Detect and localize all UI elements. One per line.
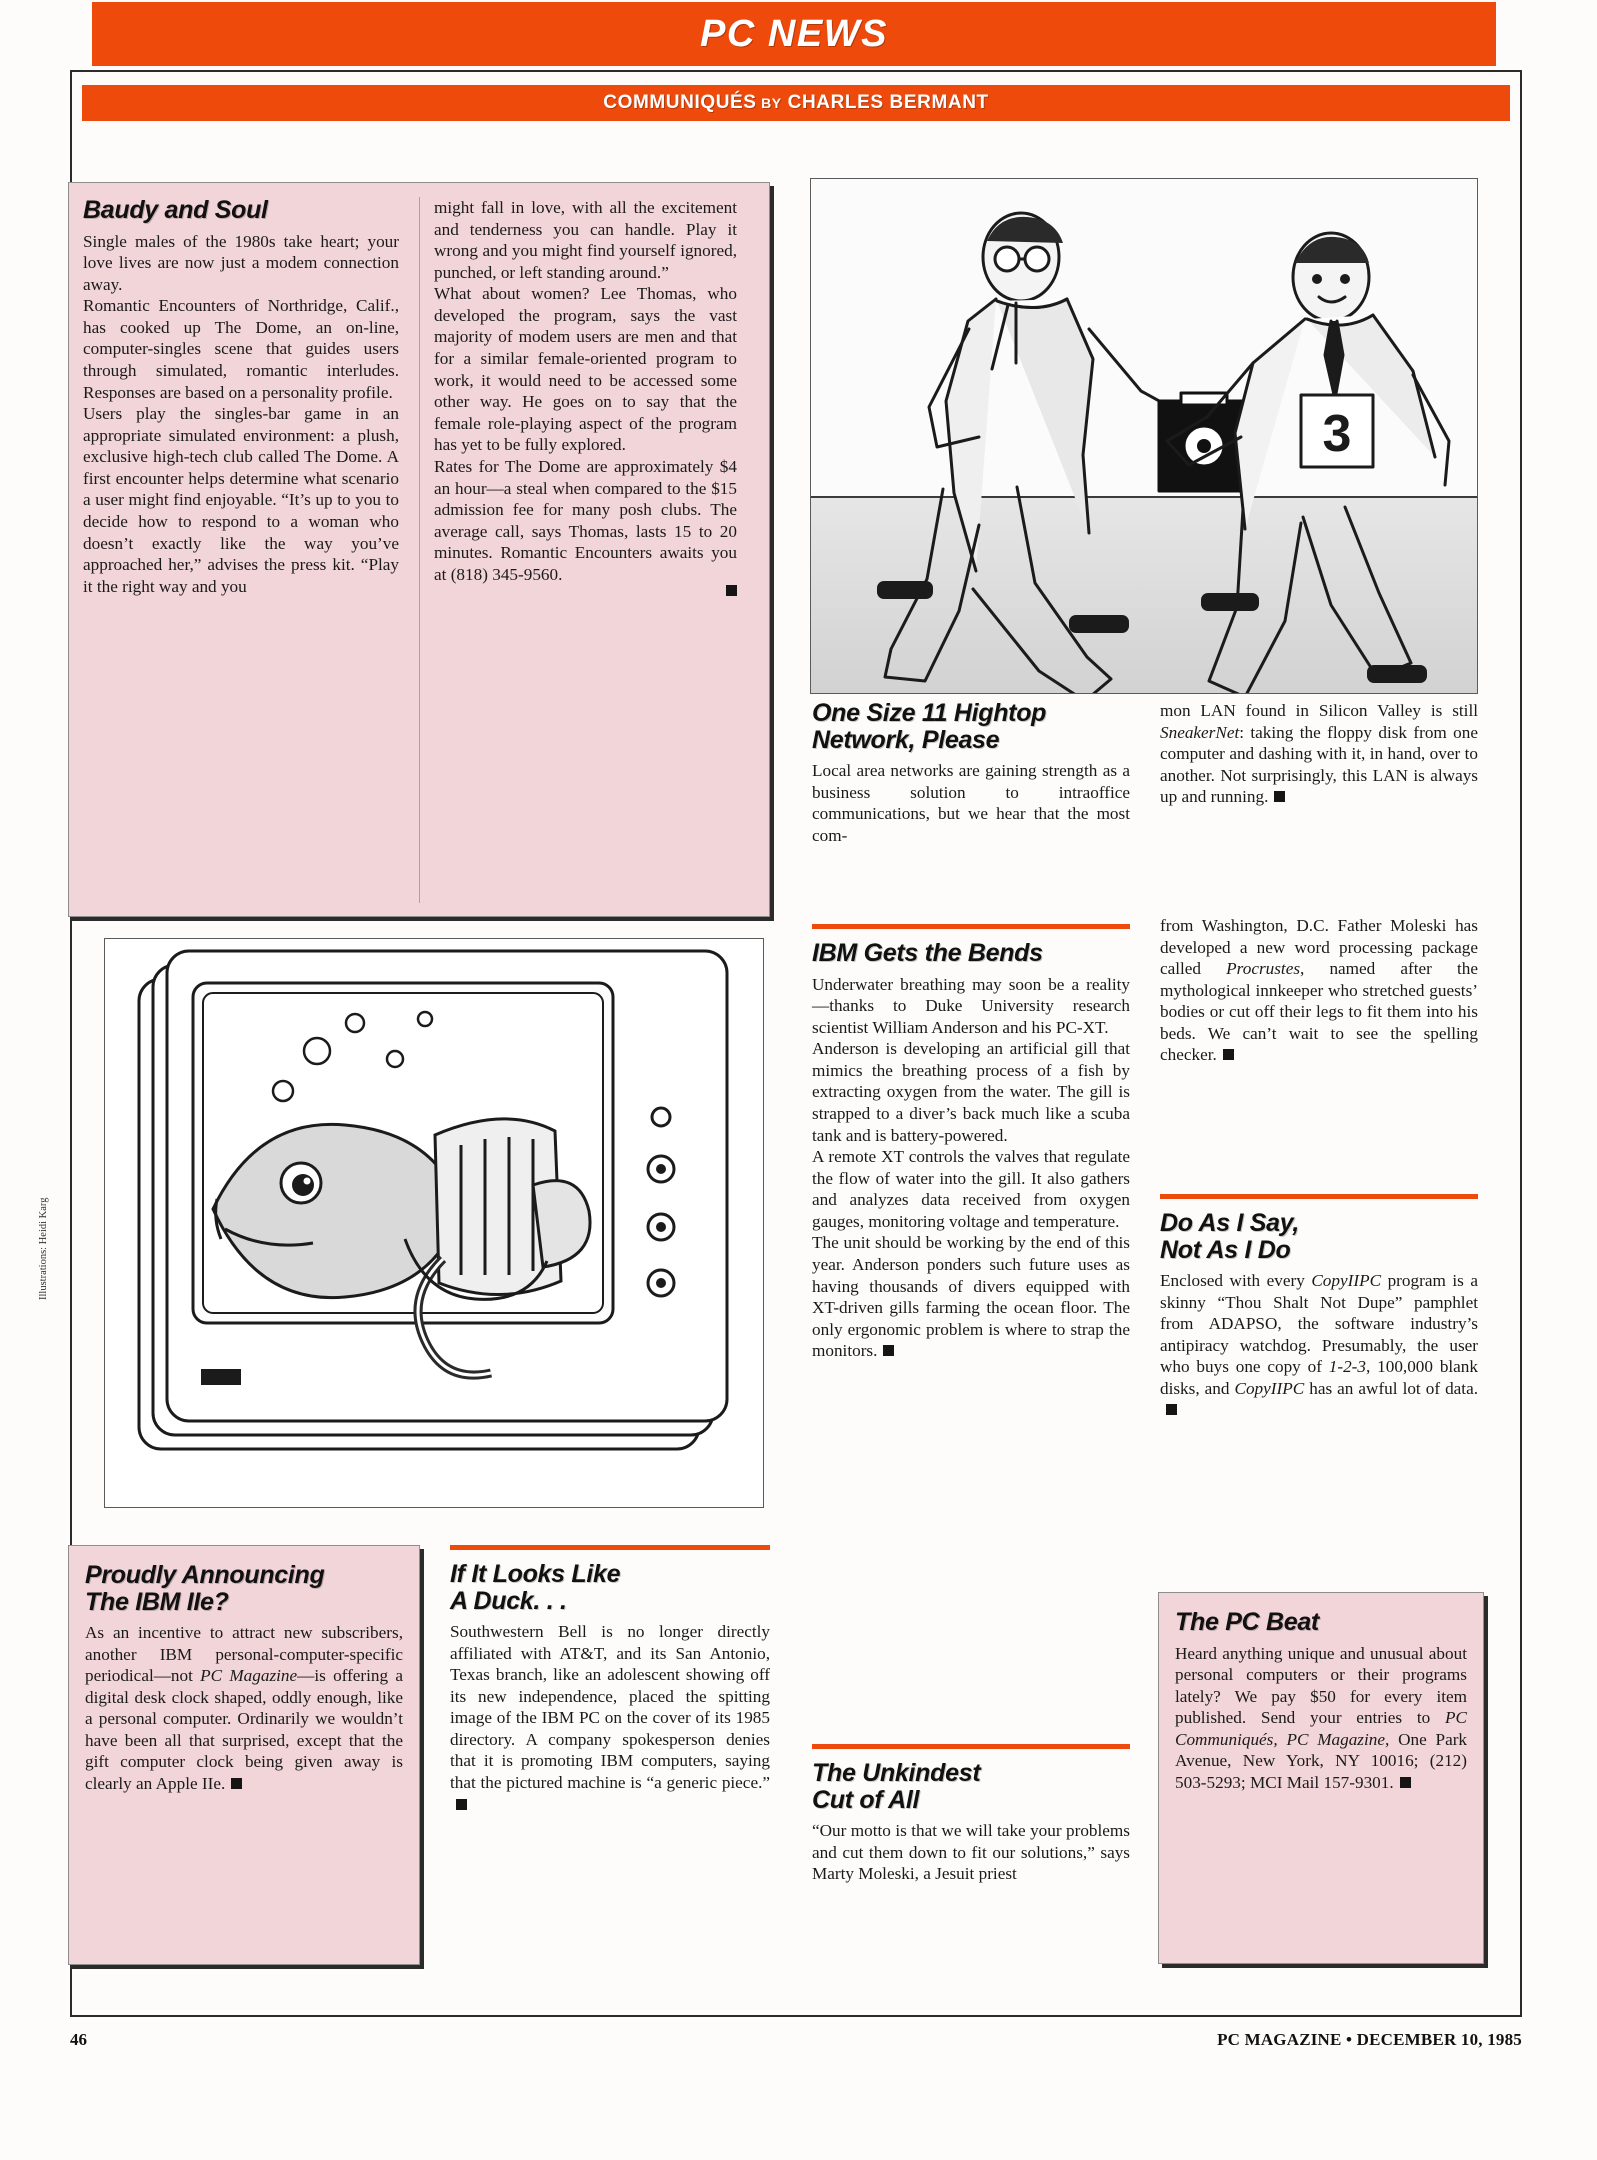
article-unkindest-cut-continued <box>1160 915 1478 1066</box>
article-if-it-looks-like-a-duck <box>450 1545 770 1815</box>
baudy-column-2 <box>419 197 737 903</box>
proudly-italic: PC Magazine <box>200 1666 298 1686</box>
baudy-paragraph-5: What about women? Lee Thomas, who developed the program, says the vast majority of modem users are men and that for a similar female-oriented program to work, it would need to be accessed some other way. He goes on to say that the female role-playing aspect of the program has yet to be fully explored. <box>434 284 737 455</box>
unkindest-p2-italic: Procrustes <box>1226 959 1301 979</box>
heading-the-pc-beat: The PC Beat <box>1175 1608 1319 1636</box>
footer-publication-line: PC MAGAZINE • DECEMBER 10, 1985 <box>1217 2030 1522 2049</box>
end-mark-icon <box>1274 791 1285 802</box>
heading-duck-line2: A Duck. . . <box>450 1586 567 1615</box>
article-box-baudy-and-soul <box>68 182 770 917</box>
byline-author: CHARLES BERMANT <box>787 92 989 113</box>
article-unkindest-cut <box>812 1735 1130 1885</box>
bends-p4-text: The unit should be working by the end of this year. Anderson ponders such future uses as having thousands of divers equipped with XT-driven gills farming the ocean floor. The only ergonomic problem is where to strap the monitors. <box>812 1233 1130 1361</box>
pcbeat-c: , One Park Avenue, New York, NY 10016; (212) 503-5293; MCI Mail 157-9301. <box>1175 1729 1468 1792</box>
pcbeat-a: Heard anything unique and unusual about personal computers or their programs lately? We pay $50 for every item published. Send your entries to <box>1175 1643 1467 1728</box>
hightop-column-2 <box>1160 700 1478 808</box>
end-mark-icon <box>231 1778 242 1789</box>
heading-ibm-gets-the-bends: IBM Gets the Bends <box>812 939 1043 967</box>
pcbeat-italic-2: PC Magazine <box>1286 1729 1385 1749</box>
bends-paragraph-3: A remote XT controls the valves that regulate the flow of water into the gill. It also gathers and analyzes data received from oxygen gauges, monitoring voltage and temperature. <box>812 1147 1130 1231</box>
bends-paragraph-2: Anderson is developing an artificial gill that mimics the breathing process of a fish by extracting oxygen from the water. The gill is strapped to a diver’s back much like a scuba tank and is battery-powered. <box>812 1039 1130 1145</box>
baudy-paragraph-2: Romantic Encounters of Northridge, Calif., has cooked up The Dome, an on-line, computer-singles scene that guides users through simulated, romantic interludes. Responses are based on a personality profile. <box>83 296 399 402</box>
heading-duck <box>450 1561 770 1614</box>
heading-do-as-i-say <box>1160 1210 1478 1263</box>
bends-paragraph-4 <box>812 1232 1130 1361</box>
doassay-italic-2: 1-2-3 <box>1328 1357 1366 1377</box>
unkindest-p2-b: , named after the mythological innkeeper who stretched guests’ bodies or cut off their legs to fit them into his beds. We can’t wait to see the spelling checker. <box>1160 959 1479 1065</box>
section-byline-bar <box>82 85 1510 121</box>
divider-rule-bends <box>812 924 1130 929</box>
article-box-the-pc-beat <box>1158 1592 1484 1964</box>
pcbeat-italic-1: PC Communiqués, <box>1175 1708 1467 1749</box>
illustration-fish-monitor <box>104 938 764 1508</box>
hightop-column-1 <box>812 700 1130 846</box>
unkindest-paragraph-2 <box>1160 915 1478 1066</box>
hightop-p2-b: : taking the floppy disk from one computer and dashing with it, in hand, over to another. Not surprisingly, this LAN is always up and running. <box>1160 722 1478 807</box>
illustration-runners <box>810 178 1478 694</box>
baudy-paragraph-4: might fall in love, with all the excitement and tenderness you can handle. Play it wrong and you might find yourself ignored, punched, or left standing around.” <box>434 198 737 282</box>
heading-hightop <box>812 700 1130 753</box>
runner-bib-number: 3 <box>1322 405 1352 463</box>
baudy-paragraph-3: Users play the singles-bar game in an appropriate simulated environment: a plush, exclusive high-tech club called The Dome. A first encounter helps determine what scenario a user might find enjoyable. “It’s up to you to decide how to respond to a woman who doesn’t exactly like the way you’ve approached her,” advises the press kit. “Play it the right way and you <box>83 404 399 596</box>
heading-unkindest-cut <box>812 1760 1130 1813</box>
end-mark-icon <box>1166 1404 1177 1415</box>
bends-paragraph-1: Underwater breathing may soon be a reality—thanks to Duke University research scientist William Anderson and his PC-XT. <box>812 974 1130 1037</box>
masthead-banner <box>92 2 1496 66</box>
end-mark-icon <box>456 1799 467 1810</box>
end-mark-icon <box>883 1345 894 1356</box>
baudy-endmark-row <box>434 583 737 601</box>
heading-proudly-line1: Proudly Announcing <box>85 1561 325 1589</box>
hightop-paragraph-2 <box>1160 700 1478 808</box>
heading-hightop-line1: One Size 11 Hightop <box>812 699 1047 727</box>
hightop-p2-a: mon LAN found in Silicon Valley is still <box>1160 701 1478 720</box>
heading-proudly-line2: The IBM IIe? <box>85 1587 229 1616</box>
runners-svg <box>811 179 1478 694</box>
page-footer <box>70 2030 1522 2050</box>
heading-proudly-announcing <box>85 1562 403 1615</box>
heading-baudy-and-soul: Baudy and Soul <box>83 196 268 224</box>
page-title: PC NEWS <box>700 12 888 55</box>
unkindest-paragraph-1: “Our motto is that we will take your problems and cut them down to fit our solutions,” says Marty Moleski, a Jesuit priest <box>812 1821 1130 1884</box>
heading-unkindest-line2: Cut of All <box>812 1785 920 1814</box>
unkindest-p2-a: from Washington, D.C. Father Moleski has developed a new word processing package called <box>1160 916 1478 979</box>
article-ibm-gets-the-bends <box>812 915 1130 1362</box>
runners-scene <box>811 179 1477 693</box>
proudly-paragraph <box>85 1622 403 1795</box>
doassay-d: has an awful lot of data. <box>1304 1378 1478 1398</box>
folio-page-number: 46 <box>70 2030 87 2049</box>
do-as-i-say-paragraph <box>1160 1270 1478 1421</box>
hightop-p2-italic: SneakerNet <box>1160 722 1240 742</box>
heading-unkindest-line1: The Unkindest <box>812 1759 981 1787</box>
heading-duck-line1: If It Looks Like <box>450 1560 621 1588</box>
end-mark-icon <box>1223 1049 1234 1060</box>
proudly-a: As an incentive to attract new subscribers, another IBM personal-computer-specific periodical—not <box>85 1623 403 1686</box>
doassay-a: Enclosed with every <box>1160 1271 1312 1290</box>
doassay-c: , 100,000 blank disks, and <box>1160 1357 1478 1398</box>
heading-hightop-line2: Network, Please <box>812 725 1000 754</box>
byline-section: COMMUNIQUÉS <box>603 92 757 113</box>
proudly-b: —is offering a digital desk clock shaped, oddly enough, like a personal computer. Ordinarily we wouldn’t have been all that surprised, except that the gift computer clock being given away is clearly an Apple IIe. <box>85 1666 404 1794</box>
byline <box>603 92 988 114</box>
baudy-paragraph-1: Single males of the 1980s take heart; your love lives are now just a modem connection away. <box>83 231 399 294</box>
doassay-b: program is a skinny “Thou Shalt Not Dupe” pamphlet from ADAPSO, the software industry’s antipiracy watchdog. Presumably, the user who buys one copy of <box>1160 1271 1478 1377</box>
hightop-paragraph-1: Local area networks are gaining strength as a business solution to intraoffice communications, but we hear that the most com- <box>812 761 1130 845</box>
divider-rule-duck <box>450 1545 770 1550</box>
article-do-as-i-say <box>1160 1185 1478 1421</box>
heading-do-as-i-say-line2: Not As I Do <box>1160 1235 1291 1264</box>
byline-by: BY <box>761 95 782 111</box>
doassay-italic-1: CopyIIPC <box>1311 1271 1382 1290</box>
baudy-column-1 <box>83 197 399 903</box>
doassay-italic-3: CopyIIPC <box>1234 1378 1305 1398</box>
baudy-paragraph-6: Rates for The Dome are approximately $4 an hour—a steal when compared to the $15 admission fee for many posh clubs. The average call, says Thomas, lasts 15 to 20 minutes. Romantic Encounters awaits you at (818) 345-9560. <box>434 456 737 584</box>
illustration-credit: Illustrations: Heidi Karg <box>38 1197 49 1300</box>
heading-do-as-i-say-line1: Do As I Say, <box>1160 1209 1300 1237</box>
divider-rule-do-as-i-say <box>1160 1194 1478 1199</box>
end-mark-icon <box>726 585 737 596</box>
end-mark-icon <box>1400 1777 1411 1788</box>
fish-monitor-svg <box>105 939 764 1508</box>
duck-paragraph <box>450 1621 770 1815</box>
divider-rule-unkindest <box>812 1744 1130 1749</box>
pc-beat-paragraph <box>1175 1643 1467 1794</box>
article-box-proudly-announcing <box>68 1545 420 1965</box>
duck-text: Southwestern Bell is no longer directly affiliated with AT&T, and its San Antonio, Texas branch, like an adolescent showing off its new independence, placed the spitting image of the IBM PC on the cover of its 1985 directory. A company spokesperson denies that it is promoting IBM computers, saying that the pictured machine is “a generic piece.” <box>450 1622 770 1793</box>
article-one-size-11-hightop <box>812 700 1478 900</box>
